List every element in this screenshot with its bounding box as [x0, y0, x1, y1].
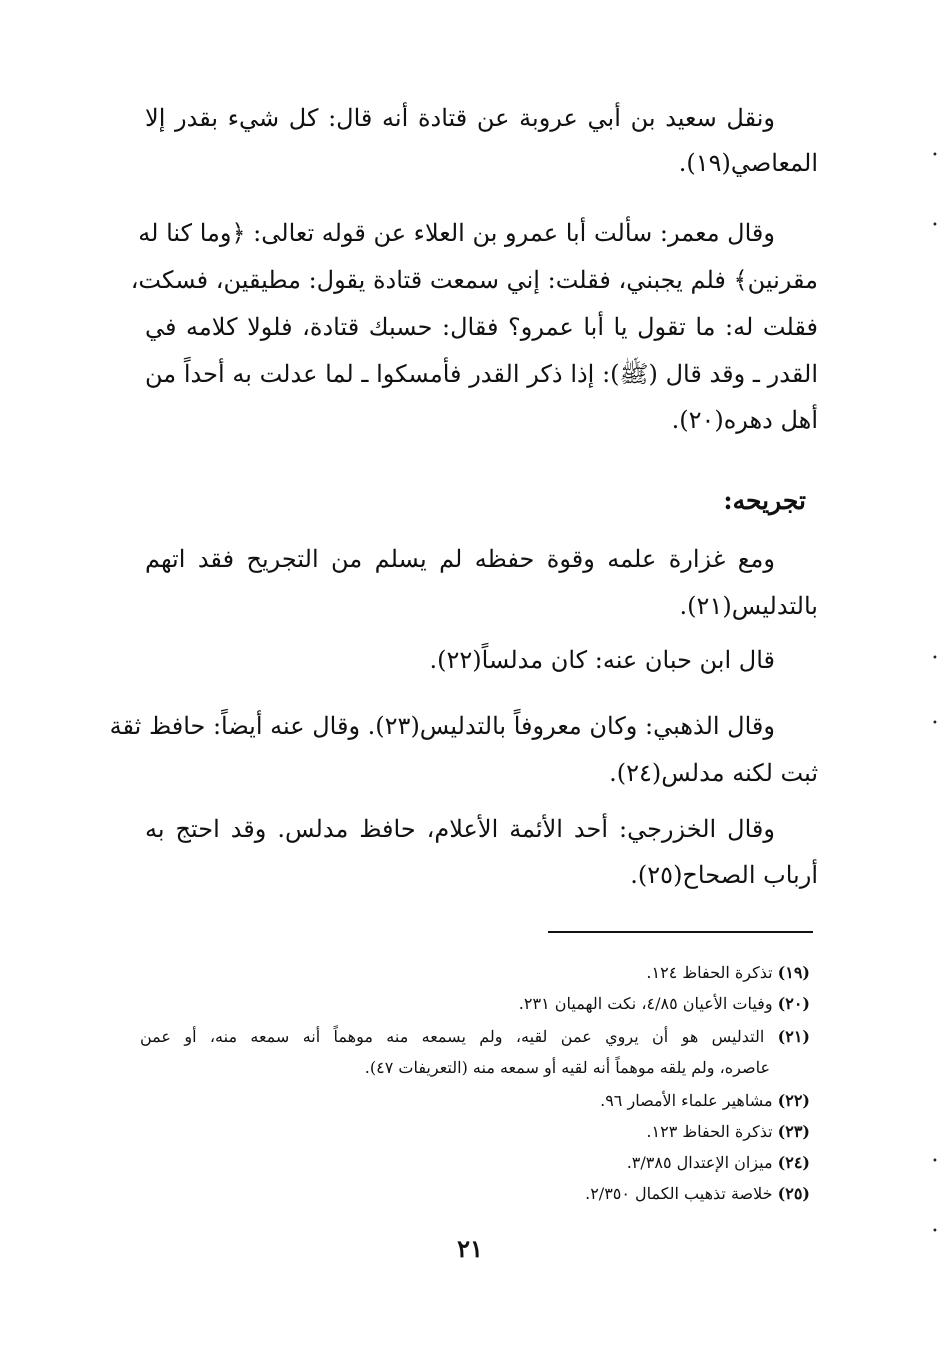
margin-speck: •	[932, 1226, 938, 1237]
footnote-number: (٢١)	[777, 1027, 810, 1046]
body-line: وقال الخزرجي: أحد الأئمة الأعلام، حافظ مدلس. وقد احتج به	[145, 815, 775, 843]
footnote	[300, 993, 810, 1015]
body-line: القدر ـ وقد قال (ﷺ): إذا ذكر القدر فأمسكوا ـ لما عدلت به أحداً من	[145, 360, 818, 388]
footnote-number: (١٩)	[777, 963, 810, 982]
footnote-text: خلاصة تذهيب الكمال ٢/٣٥٠.	[585, 1184, 773, 1203]
footnote-number: (٢٢)	[777, 1091, 810, 1110]
footnote-text: وفيات الأعيان ٤/٨٥، نكت الهميان ٢٣١.	[518, 994, 773, 1013]
margin-speck: •	[932, 718, 938, 729]
body-line: وقال الذهبي: وكان معروفاً بالتدليس(٢٣). وقال عنه أيضاً: حافظ ثقة	[109, 712, 775, 740]
body-line: فقلت له: ما تقول يا أبا عمرو؟ فقال: حسبك قتادة، فلولا كلامه في	[145, 313, 818, 341]
footnote	[400, 1121, 810, 1143]
body-line: وقال معمر: سألت أبا عمرو بن العلاء عن قوله تعالى: ﴿وما كنا له	[138, 219, 775, 247]
footnote-text: مشاهير علماء الأمصار ٩٦.	[600, 1091, 773, 1110]
body-line: أهل دهره(٢٠).	[671, 406, 818, 434]
section-heading: تجريحه:	[723, 486, 806, 515]
body-line: بالتدليس(٢١).	[679, 592, 818, 620]
footnote-number: (٢٥)	[777, 1184, 810, 1203]
margin-speck: •	[932, 1156, 938, 1167]
body-line: قال ابن حبان عنه: كان مدلساً(٢٢).	[429, 646, 775, 674]
footnote-continuation	[300, 1057, 770, 1079]
body-line: ثبت لكنه مدلس(٢٤).	[609, 759, 818, 787]
margin-speck: •	[932, 220, 938, 231]
footnote-number: (٢٠)	[777, 994, 810, 1013]
footnote-text: ميزان الإعتدال ٣/٣٨٥.	[626, 1153, 773, 1172]
body-line: مقرنين﴾ فلم يجبني، فقلت: إني سمعت قتادة يقول: مطيقين، فسكت،	[130, 266, 818, 294]
footnote	[400, 962, 810, 984]
body-line: ونقل سعيد بن أبي عروبة عن قتادة أنه قال: كل شيء بقدر إلا	[145, 104, 775, 132]
footnote	[400, 1152, 810, 1174]
footnote-text: تذكرة الحفاظ ١٢٤.	[646, 963, 773, 982]
footnote-number: (٢٤)	[777, 1153, 810, 1172]
footnote-text: التدليس هو أن يروي عمن لقيه، ولم يسمعه منه موهماً أنه سمعه منه، أو عمن	[140, 1027, 765, 1046]
footnote-text: تذكرة الحفاظ ١٢٣.	[646, 1122, 773, 1141]
footnote-number: (٢٣)	[777, 1122, 810, 1141]
footnote	[400, 1090, 810, 1112]
footnote	[140, 1026, 810, 1048]
footnote-separator	[548, 931, 813, 933]
body-line: المعاصي(١٩).	[678, 149, 818, 177]
margin-speck: •	[932, 653, 938, 664]
body-line: أرباب الصحاح(٢٥).	[630, 861, 818, 889]
margin-speck: •	[932, 150, 938, 161]
footnote-text: عاصره، ولم يلقه موهماً أنه لقيه أو سمعه منه (التعريفات ٤٧).	[364, 1058, 770, 1077]
body-line: ومع غزارة علمه وقوة حفظه لم يسلم من التجريح فقد اتهم	[145, 545, 775, 573]
footnote	[400, 1183, 810, 1205]
page-number: ٢١	[457, 1234, 483, 1263]
